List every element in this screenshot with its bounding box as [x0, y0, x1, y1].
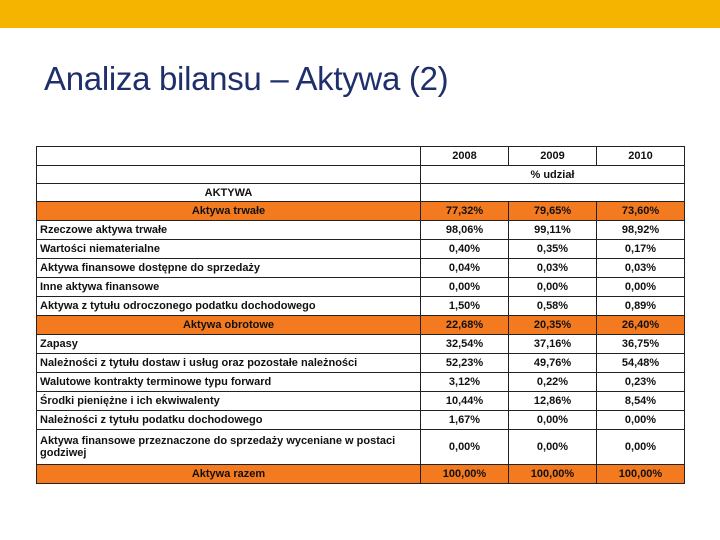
value-cell-2008: 3,12%: [421, 373, 509, 392]
row-label: Inne aktywa finansowe: [37, 278, 421, 297]
value-cell-2010: 36,75%: [597, 335, 685, 354]
value-cell-2008: 0,00%: [421, 278, 509, 297]
value-cell-2009: 100,00%: [509, 465, 597, 484]
value-cell-2008: 98,06%: [421, 221, 509, 240]
table-row: [37, 411, 685, 430]
table-row: [37, 465, 685, 484]
value-cell-2008: 1,50%: [421, 297, 509, 316]
value-cell-2009: 49,76%: [509, 354, 597, 373]
section-blank-cell: [421, 184, 685, 202]
value-cell-2010: 0,00%: [597, 411, 685, 430]
value-cell-2009: 0,22%: [509, 373, 597, 392]
row-label: Aktywa finansowe przeznaczone do sprzedaży wyceniane w postaci godziwej: [37, 430, 421, 465]
value-cell-2008: 100,00%: [421, 465, 509, 484]
value-cell-2009: 20,35%: [509, 316, 597, 335]
table-row: [37, 278, 685, 297]
value-cell-2010: 73,60%: [597, 202, 685, 221]
value-cell-2010: 0,00%: [597, 430, 685, 465]
row-label: Aktywa razem: [37, 465, 421, 484]
value-cell-2009: 12,86%: [509, 392, 597, 411]
row-label: Należności z tytułu dostaw i usług oraz pozostałe należności: [37, 354, 421, 373]
year-header-row: [37, 147, 685, 166]
year-2010-header: 2010: [597, 147, 685, 166]
value-cell-2008: 32,54%: [421, 335, 509, 354]
table-row: [37, 373, 685, 392]
value-cell-2010: 0,23%: [597, 373, 685, 392]
value-cell-2010: 0,03%: [597, 259, 685, 278]
table-row: [37, 354, 685, 373]
row-label: Aktywa z tytułu odroczonego podatku dochodowego: [37, 297, 421, 316]
table-row: [37, 316, 685, 335]
table-row: [37, 259, 685, 278]
row-label: Należności z tytułu podatku dochodowego: [37, 411, 421, 430]
share-blank-cell: [37, 166, 421, 184]
row-label: Wartości niematerialne: [37, 240, 421, 259]
row-label: Zapasy: [37, 335, 421, 354]
row-label: Walutowe kontrakty terminowe typu forward: [37, 373, 421, 392]
value-cell-2008: 77,32%: [421, 202, 509, 221]
value-cell-2009: 0,35%: [509, 240, 597, 259]
value-cell-2009: 0,03%: [509, 259, 597, 278]
value-cell-2008: 0,40%: [421, 240, 509, 259]
row-label: Aktywa obrotowe: [37, 316, 421, 335]
header-blank-cell: [37, 147, 421, 166]
value-cell-2010: 0,00%: [597, 278, 685, 297]
balance-table: [36, 146, 685, 484]
share-header-row: [37, 166, 685, 184]
value-cell-2010: 26,40%: [597, 316, 685, 335]
value-cell-2008: 1,67%: [421, 411, 509, 430]
value-cell-2010: 98,92%: [597, 221, 685, 240]
table-row: [37, 240, 685, 259]
value-cell-2009: 0,00%: [509, 430, 597, 465]
value-cell-2008: 52,23%: [421, 354, 509, 373]
top-accent-bar: [0, 0, 720, 28]
value-cell-2008: 0,00%: [421, 430, 509, 465]
value-cell-2008: 0,04%: [421, 259, 509, 278]
row-label: Aktywa trwałe: [37, 202, 421, 221]
value-cell-2008: 10,44%: [421, 392, 509, 411]
table-row: [37, 335, 685, 354]
value-cell-2009: 37,16%: [509, 335, 597, 354]
value-cell-2010: 100,00%: [597, 465, 685, 484]
row-label: Rzeczowe aktywa trwałe: [37, 221, 421, 240]
value-cell-2009: 0,58%: [509, 297, 597, 316]
row-label: Środki pieniężne i ich ekwiwalenty: [37, 392, 421, 411]
slide-title: Analiza bilansu – Aktywa (2): [44, 60, 449, 97]
value-cell-2010: 8,54%: [597, 392, 685, 411]
value-cell-2010: 0,89%: [597, 297, 685, 316]
section-label: AKTYWA: [37, 184, 421, 202]
value-cell-2009: 79,65%: [509, 202, 597, 221]
share-label: % udział: [421, 166, 685, 184]
table-row: [37, 221, 685, 240]
year-2008-header: 2008: [421, 147, 509, 166]
value-cell-2008: 22,68%: [421, 316, 509, 335]
balance-table-container: [36, 146, 684, 484]
table-row: [37, 202, 685, 221]
value-cell-2009: 0,00%: [509, 278, 597, 297]
value-cell-2010: 54,48%: [597, 354, 685, 373]
table-row: [37, 297, 685, 316]
value-cell-2009: 99,11%: [509, 221, 597, 240]
value-cell-2010: 0,17%: [597, 240, 685, 259]
year-2009-header: 2009: [509, 147, 597, 166]
row-label: Aktywa finansowe dostępne do sprzedaży: [37, 259, 421, 278]
table-row: [37, 430, 685, 465]
table-row: [37, 392, 685, 411]
section-header-row: [37, 184, 685, 202]
value-cell-2009: 0,00%: [509, 411, 597, 430]
